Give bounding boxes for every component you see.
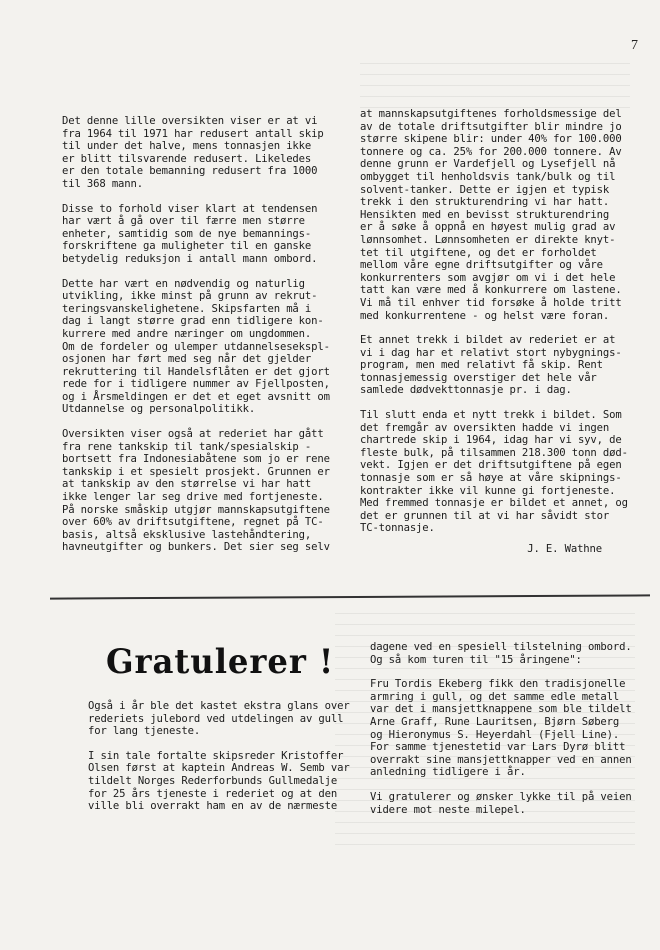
paragraph: Disse to forhold viser klart at tendensen har vært å gå over til færre men større enheter, samtidig som de nye bemannings- forskriftene ga muligheter til en ganske betydelig reduksjon i antall mann ombord. xyxy=(62,202,318,265)
paragraph: Vi gratulerer og ønsker lykke til på veien videre mot neste milepel. xyxy=(370,790,632,816)
paragraph: Fru Tordis Ekeberg fikk den tradisjonelle armring i gull, og det samme edle metall var det i mansjettknappene som ble tildelt Arne Graff, Rune Lauritsen, Bjørn Søberg og Hieronymus S. Heyerdahl (Fjell Line). For samme tjenestetid var Lars Dyrø blitt overrakt sine mansjettknapper ved en annen anledning tidligere i år. xyxy=(370,678,632,779)
paragraph: Også i år ble det kastet ekstra glans over rederiets julebord ved utdelingen av gull for lang tjeneste. xyxy=(88,700,350,738)
author-signature: J. E. Wathne xyxy=(527,543,602,555)
page-number: 7 xyxy=(631,38,638,53)
congrats-left-column xyxy=(88,700,353,825)
congrats-right-column xyxy=(370,641,652,828)
paragraph: Dette har vært en nødvendig og naturlig utvikling, ikke minst på grunn av rekrut- teringsvanskelighetene. Skipsfarten må i dag i langt større grad enn tidligere kon- kurrere med andre næringer om ungdommen. Om de fordeler og ulemper utdannelsesekspl- osjonen har ført med seg når det gjelder rekruttering til Handelsflåten er det gjort rede for i tidligere nummer av Fjellposten, og i Årsmeldingen er det et eget avsnitt om Utdannelse og personalpolitikk. xyxy=(62,277,330,416)
paragraph: dagene ved en spesiell tilstelning ombord. Og så kom turen til "15 åringene": xyxy=(370,641,632,666)
bleed-through-texture xyxy=(360,60,630,108)
paragraph: Det denne lille oversikten viser er at vi fra 1964 til 1971 har redusert antall skip til under det halve, mens tonnasjen ikke er blitt tilsvarende redusert. Likeledes er den totale bemanning redusert fra 1000 til 368 mann. xyxy=(62,115,324,190)
paragraph: Oversikten viser også at rederiet har gått fra rene tankskip til tank/spesialskip - bortsett fra Indonesiabåtene som jo er rene tankskip i et spesielt prosjekt. Grunnen er at tankskip av den størrelse vi har hatt ikke lenger lar seg drive med fortjeneste. På norske småskip utgjør mannskapsutgiftene over 60% av driftsutgiftene, regnet på TC- basis, altså eksklusive lastehåndtering, havneutgifter og bunkers. Det sier seg selv xyxy=(62,428,330,554)
paragraph: Til slutt enda et nytt trekk i bildet. Som det fremgår av oversikten hadde vi ingen chartrede skip i 1964, idag har vi syv, de fleste bulk, på tilsammen 218.300 tonn død- vekt. Igjen er det driftsutgiftene på egen tonnasje som er så høye at våre skipnings- kontrakter ikke vil kunne gi fortjeneste. Med fremmed tonnasje er bildet et annet, og det er grunnen til at vi har såvidt stor TC-tonnasje. xyxy=(360,409,628,535)
article-left-column xyxy=(62,115,340,566)
congrats-headline: Gratulerer ! xyxy=(106,642,335,682)
paragraph: Et annet trekk i bildet av rederiet er at vi i dag har et relativt stort nybygnings- program, men med relativt få skip. Rent tonnasjemessig overstiger det hele vår samlede dødvekttonnasje pr. i dag. xyxy=(360,334,622,397)
paragraph: at mannskapsutgiftenes forholdsmessige del av de totale driftsutgifter blir mindre jo større skipene blir: under 40% for 100.000 tonnere og ca. 25% for 200.000 tonnere. Av denne grunn er Vardefjell og Lysefjell nå ombygget til henholdsvis tank/bulk og til solvent-tanker. Dette er igjen et typisk trekk i den strukturendring vi har hatt. Hensikten med en bevisst strukturendring er å søke å oppnå en høyest mulig grad av lønnsomhet. Lønnsomheten er direkte knyt- tet til utgiftene, og det er forholdet mellom våre egne driftsutgifter og våre konkurrenters som avgjør om vi i det hele tatt kan være med å konkurrere om lastene. Vi må til enhver tid forsøke å holde tritt med konkurrentene - og helst være foran. xyxy=(360,108,622,322)
paragraph: I sin tale fortalte skipsreder Kristoffer Olsen først at kaptein Andreas W. Semb var tildelt Norges Rederforbunds Gullmedalje for 25 års tjeneste i rederiet og at den ville bli overrakt ham en av de nærmeste xyxy=(88,749,350,813)
section-divider xyxy=(50,594,650,599)
article-right-column xyxy=(360,108,650,568)
